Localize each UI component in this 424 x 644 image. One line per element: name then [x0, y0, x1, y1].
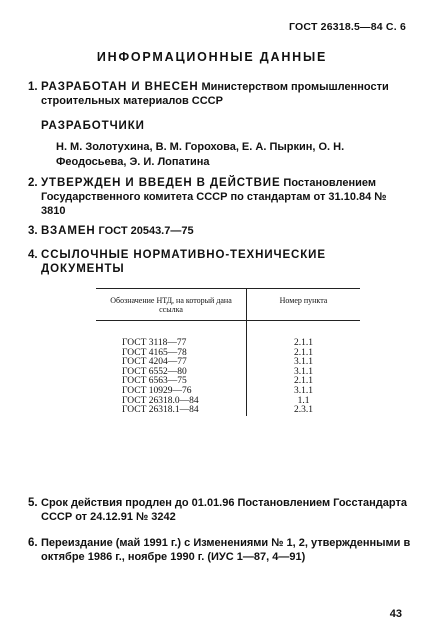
section-title: ИНФОРМАЦИОННЫЕ ДАННЫЕ — [96, 50, 328, 64]
item-2-number: 2. — [28, 177, 38, 189]
item-3-heading: ВЗАМЕН — [41, 225, 96, 237]
document-cell: ГОСТ 26318.1—84 — [96, 406, 247, 416]
clause-cell: 3.1.1 — [294, 366, 313, 377]
reference-table — [96, 288, 360, 416]
item-6 — [28, 536, 412, 564]
table-header-row — [96, 289, 360, 321]
item-1-heading: РАЗРАБОТАН И ВНЕСЕН — [41, 81, 199, 93]
item-3 — [28, 224, 412, 238]
developers-names: Н. М. Золотухина, В. М. Горохова, Е. А. Пыркин, О. Н. Феодосьева, Э. И. Лопатина — [56, 141, 345, 168]
item-5 — [28, 496, 412, 524]
item-3-number: 3. — [28, 225, 38, 237]
clause-cell: 1.1 — [297, 395, 310, 406]
item-2-text: Постановлением Государственного комитета СССР по стандартам от 31.10.84 № 3810 — [41, 177, 387, 217]
document-cell: ГОСТ 4204—77 — [96, 358, 247, 368]
document-cell: ГОСТ 26318.0—84 — [96, 397, 247, 407]
table-row — [96, 406, 360, 416]
item-6-number: 6. — [28, 537, 38, 549]
document-cell: ГОСТ 6563—75 — [96, 377, 247, 387]
clause-cell: 2.1.1 — [294, 347, 313, 358]
item-2 — [28, 176, 412, 218]
column-header-clause: Номер пункта — [247, 289, 361, 321]
item-6-text: Переиздание (май 1991 г.) с Изменениями № 1, 2, утвержденными в октябре 1986 г., ноябре 1990 г. (ИУС 1—87, 4—91) — [41, 537, 411, 563]
document-code-header: ГОСТ 26318.5—84 С. 6 — [289, 21, 406, 33]
document-cell: ГОСТ 3118—77 — [96, 321, 247, 349]
document-cell: ГОСТ 10929—76 — [96, 387, 247, 397]
clause-cell: 2.3.1 — [294, 405, 313, 416]
clause-cell: 3.1.1 — [294, 357, 313, 368]
item-1 — [28, 80, 412, 108]
item-2-heading: УТВЕРЖДЕН И ВВЕДЕН В ДЕЙСТВИЕ — [41, 177, 281, 189]
clause-cell: 3.1.1 — [294, 385, 313, 396]
document-cell: ГОСТ 6552—80 — [96, 368, 247, 378]
developers-heading: РАЗРАБОТЧИКИ — [41, 120, 145, 132]
item-5-text: Срок действия продлен до 01.01.96 Постановлением Госстандарта СССР от 24.12.91 № 3242 — [41, 497, 407, 523]
item-1-text: Министерством промышленности строительных материалов СССР — [41, 81, 389, 107]
item-3-text: ГОСТ 20543.7—75 — [98, 225, 194, 237]
table-row — [96, 321, 360, 349]
item-1-number: 1. — [28, 81, 38, 93]
document-cell: ГОСТ 4165—78 — [96, 349, 247, 359]
clause-cell: 2.1.1 — [294, 338, 313, 348]
clause-cell: 2.1.1 — [294, 376, 313, 387]
item-4-number: 4. — [28, 249, 38, 261]
item-5-number: 5. — [28, 497, 38, 509]
page-number: 43 — [389, 608, 402, 620]
item-4-heading: ССЫЛОЧНЫЕ НОРМАТИВНО-ТЕХНИЧЕСКИЕ ДОКУМЕНТЫ — [41, 249, 326, 275]
item-4 — [28, 248, 412, 276]
column-header-document: Обозначение НТД, на который дана ссылка — [96, 289, 247, 321]
